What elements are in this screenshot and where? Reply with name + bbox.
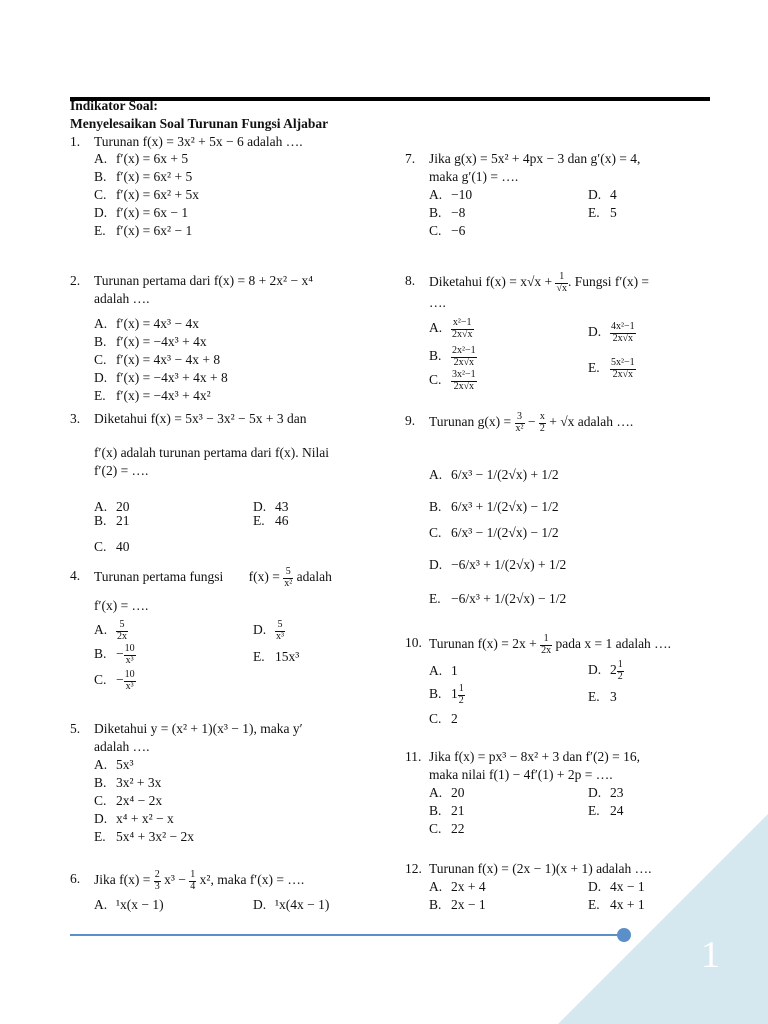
- question-text-2: adalah ….: [94, 290, 150, 306]
- question-text-3: ….: [429, 295, 446, 310]
- question-text: Turunan pertama fungsi: [94, 569, 224, 585]
- question-number: 7.: [405, 151, 416, 166]
- option-a[interactable]: A. ¹x(x − 1): [94, 897, 164, 912]
- fraction: $\frac{5}{\text{x²}}$: [284, 566, 293, 589]
- question-text-2: adalah ….: [94, 738, 150, 754]
- option-a[interactable]: A. $\frac{5}{2x}$: [94, 619, 127, 642]
- option-c[interactable]: C. 40: [94, 539, 130, 554]
- option-e[interactable]: E. f′(x) = 6x² − 1: [94, 223, 193, 238]
- question-number: 3.: [70, 411, 81, 426]
- footer-dot: [617, 928, 631, 942]
- question-2: [70, 272, 390, 308]
- option-b[interactable]: B. $\frac{\text{2x²−1}}{2x√x}$: [429, 345, 476, 368]
- option-d[interactable]: D. x⁴ + x² − x: [94, 811, 174, 826]
- option-b[interactable]: B. f′(x) = −4x³ + 4x: [94, 334, 207, 349]
- question-8: [405, 272, 725, 312]
- question-text-2: adalah: [296, 569, 332, 585]
- option-b[interactable]: B. 21: [429, 803, 465, 818]
- top-rule: [70, 97, 710, 101]
- question-number: 12.: [405, 861, 422, 876]
- option-e[interactable]: E. 46: [253, 513, 289, 528]
- question-text: Jika g(x) = 5x² + 4px − 3 dan g′(x) = 4,: [429, 151, 641, 166]
- question-number: 2.: [70, 273, 81, 288]
- option-e[interactable]: E. 4x + 1: [588, 897, 645, 912]
- option-a[interactable]: A. 1: [429, 663, 458, 678]
- question-text-2: f′(x) adalah turunan pertama dari f(x). Nilai: [94, 444, 329, 460]
- question-text: Diketahui f(x) = 5x³ − 3x² − 5x + 3 dan: [94, 411, 307, 426]
- question-9: 9. Turunan g(x) = $\frac{3}{\text{x²}}$ − $\frac{x}{2}$ + √x adalah ….: [405, 411, 634, 434]
- option-b[interactable]: B. 2x − 1: [429, 897, 486, 912]
- question-number: 1.: [70, 134, 81, 149]
- question-text-2: maka nilai f(1) − 4f′(1) + 2p = ….: [429, 766, 613, 782]
- option-d[interactable]: D. f′(x) = −4x³ + 4x + 8: [94, 370, 228, 385]
- option-e[interactable]: E. −6/x³ + 1/(2√x) − 1/2: [429, 591, 567, 606]
- question-text-2: + √x adalah ….: [549, 414, 634, 430]
- option-b[interactable]: B. 6/x³ + 1/(2√x) − 1/2: [429, 499, 559, 514]
- option-d[interactable]: D. 2 $\frac{1}{2}$: [588, 659, 623, 682]
- question-text: Diketahui y = (x² + 1)(x³ − 1), maka y′: [94, 721, 303, 736]
- option-e[interactable]: E. 24: [588, 803, 624, 818]
- option-c[interactable]: C. f′(x) = 4x³ − 4x + 8: [94, 352, 221, 367]
- question-6: [70, 870, 390, 892]
- option-b[interactable]: B. −8: [429, 205, 466, 220]
- fraction: $\frac{3}{\text{x²}}$: [515, 411, 524, 434]
- option-b[interactable]: B. f′(x) = 6x² + 5: [94, 169, 193, 184]
- option-c[interactable]: C. −6: [429, 223, 466, 238]
- question-text: Turunan f(x) = 2x +: [429, 636, 537, 652]
- option-d[interactable]: D. $\frac{5}{\text{x³}}$: [253, 619, 284, 642]
- option-e[interactable]: E. 5: [588, 205, 617, 220]
- question-text-2: x², maka f′(x) = ….: [199, 872, 305, 888]
- header-indicator: Indikator Soal:: [70, 98, 158, 113]
- page-number: 1: [701, 934, 720, 976]
- question-number: 11.: [405, 749, 422, 764]
- option-e[interactable]: E. 3: [588, 689, 617, 704]
- option-d[interactable]: D. 4: [588, 187, 617, 202]
- function-expr: f(x) =: [248, 569, 280, 585]
- question-text: Turunan g(x) =: [429, 414, 512, 430]
- option-d[interactable]: D. −6/x³ + 1/(2√x) + 1/2: [429, 557, 567, 572]
- question-3: [70, 410, 390, 479]
- question-number: 5.: [70, 721, 81, 736]
- question-number: 6.: [70, 871, 81, 886]
- question-text: Diketahui f(x) = x√x +: [429, 274, 553, 290]
- option-d[interactable]: D. 4x − 1: [588, 879, 645, 894]
- option-a[interactable]: A. f′(x) = 4x³ − 4x: [94, 316, 199, 331]
- option-b[interactable]: B. 1 $\frac{1}{2}$: [429, 683, 464, 706]
- option-c[interactable]: C. 22: [429, 821, 465, 836]
- question-number: 10.: [405, 635, 422, 650]
- question-number: 8.: [405, 273, 416, 288]
- fraction: $\frac{1}{2x}$: [541, 633, 552, 656]
- option-c[interactable]: C. 2: [429, 711, 458, 726]
- question-text: Jika f(x) =: [94, 872, 151, 888]
- option-b[interactable]: B. 3x² + 3x: [94, 775, 162, 790]
- question-4: [70, 567, 390, 615]
- option-d[interactable]: D. f′(x) = 6x − 1: [94, 205, 189, 220]
- option-d[interactable]: D. 43: [253, 499, 289, 514]
- option-e[interactable]: E. f′(x) = −4x³ + 4x²: [94, 388, 211, 403]
- option-a[interactable]: A. 2x + 4: [429, 879, 486, 894]
- question-text: Turunan pertama dari f(x) = 8 + 2x² − x⁴: [94, 273, 313, 288]
- question-text-2: pada x = 1 adalah ….: [555, 636, 672, 652]
- option-c[interactable]: C. $\frac{\text{3x²−1}}{2x√x}$: [429, 369, 476, 392]
- question-number: 4.: [70, 568, 81, 583]
- question-text-mid: x³ −: [164, 872, 186, 888]
- option-d[interactable]: D. ¹x(4x − 1): [253, 897, 330, 912]
- option-a[interactable]: A. 20: [94, 499, 130, 514]
- fraction: $\frac{x}{2}$: [539, 411, 545, 434]
- question-number: 9.: [405, 413, 416, 428]
- fraction: $\frac{1}{4}$: [190, 869, 196, 892]
- question-text-3: f′(x) = ….: [94, 598, 149, 613]
- option-e[interactable]: E. 15x³: [253, 649, 300, 664]
- question-10: [405, 634, 735, 656]
- question-7: [405, 150, 725, 186]
- option-b[interactable]: B. − $\frac{10}{\text{x³}}$: [94, 643, 135, 666]
- question-text: Turunan f(x) = (2x − 1)(x + 1) adalah ….: [429, 861, 652, 876]
- option-a[interactable]: A. $\frac{\text{x²−1}}{2x√x}$: [429, 317, 473, 340]
- footer-line: [70, 934, 622, 936]
- option-e[interactable]: E. $\frac{\text{5x²−1}}{2x√x}$: [588, 357, 635, 380]
- option-d[interactable]: D. $\frac{\text{4x²−1}}{2x√x}$: [588, 321, 635, 344]
- option-a[interactable]: A. −10: [429, 187, 473, 202]
- option-c[interactable]: C. 6/x³ − 1/(2√x) − 1/2: [429, 525, 559, 540]
- question-11: [405, 748, 725, 784]
- corner-decoration: [558, 814, 768, 1024]
- option-a[interactable]: A. 20: [429, 785, 465, 800]
- option-a[interactable]: A. f′(x) = 6x + 5: [94, 151, 189, 166]
- option-c[interactable]: C. 2x⁴ − 2x: [94, 793, 163, 808]
- question-text-2: maka g′(1) = ….: [429, 168, 519, 184]
- option-c[interactable]: C. f′(x) = 6x² + 5x: [94, 187, 199, 202]
- header-title: Menyelesaikan Soal Turunan Fungsi Aljabar: [70, 116, 329, 131]
- option-d[interactable]: D. 23: [588, 785, 624, 800]
- option-a[interactable]: A. 5x³: [94, 757, 134, 772]
- question-text: Jika f(x) = px³ − 8x² + 3 dan f′(2) = 16,: [429, 749, 640, 764]
- option-a[interactable]: A. 6/x³ − 1/(2√x) + 1/2: [429, 467, 559, 482]
- option-b[interactable]: B. 21: [94, 513, 130, 528]
- fraction: $\frac{1}{√x}$: [556, 271, 567, 294]
- option-e[interactable]: E. 5x⁴ + 3x² − 2x: [94, 829, 194, 844]
- question-1: [70, 133, 390, 151]
- option-c[interactable]: C. − $\frac{10}{\text{x³}}$: [94, 669, 135, 692]
- question-5: [70, 720, 390, 756]
- question-12: [405, 860, 725, 878]
- fraction: $\frac{2}{3}$: [154, 869, 160, 892]
- question-text-2: . Fungsi f′(x) =: [567, 274, 650, 290]
- question-text: Turunan f(x) = 3x² + 5x − 6 adalah ….: [94, 134, 303, 149]
- question-text-3: f′(2) = ….: [94, 462, 149, 478]
